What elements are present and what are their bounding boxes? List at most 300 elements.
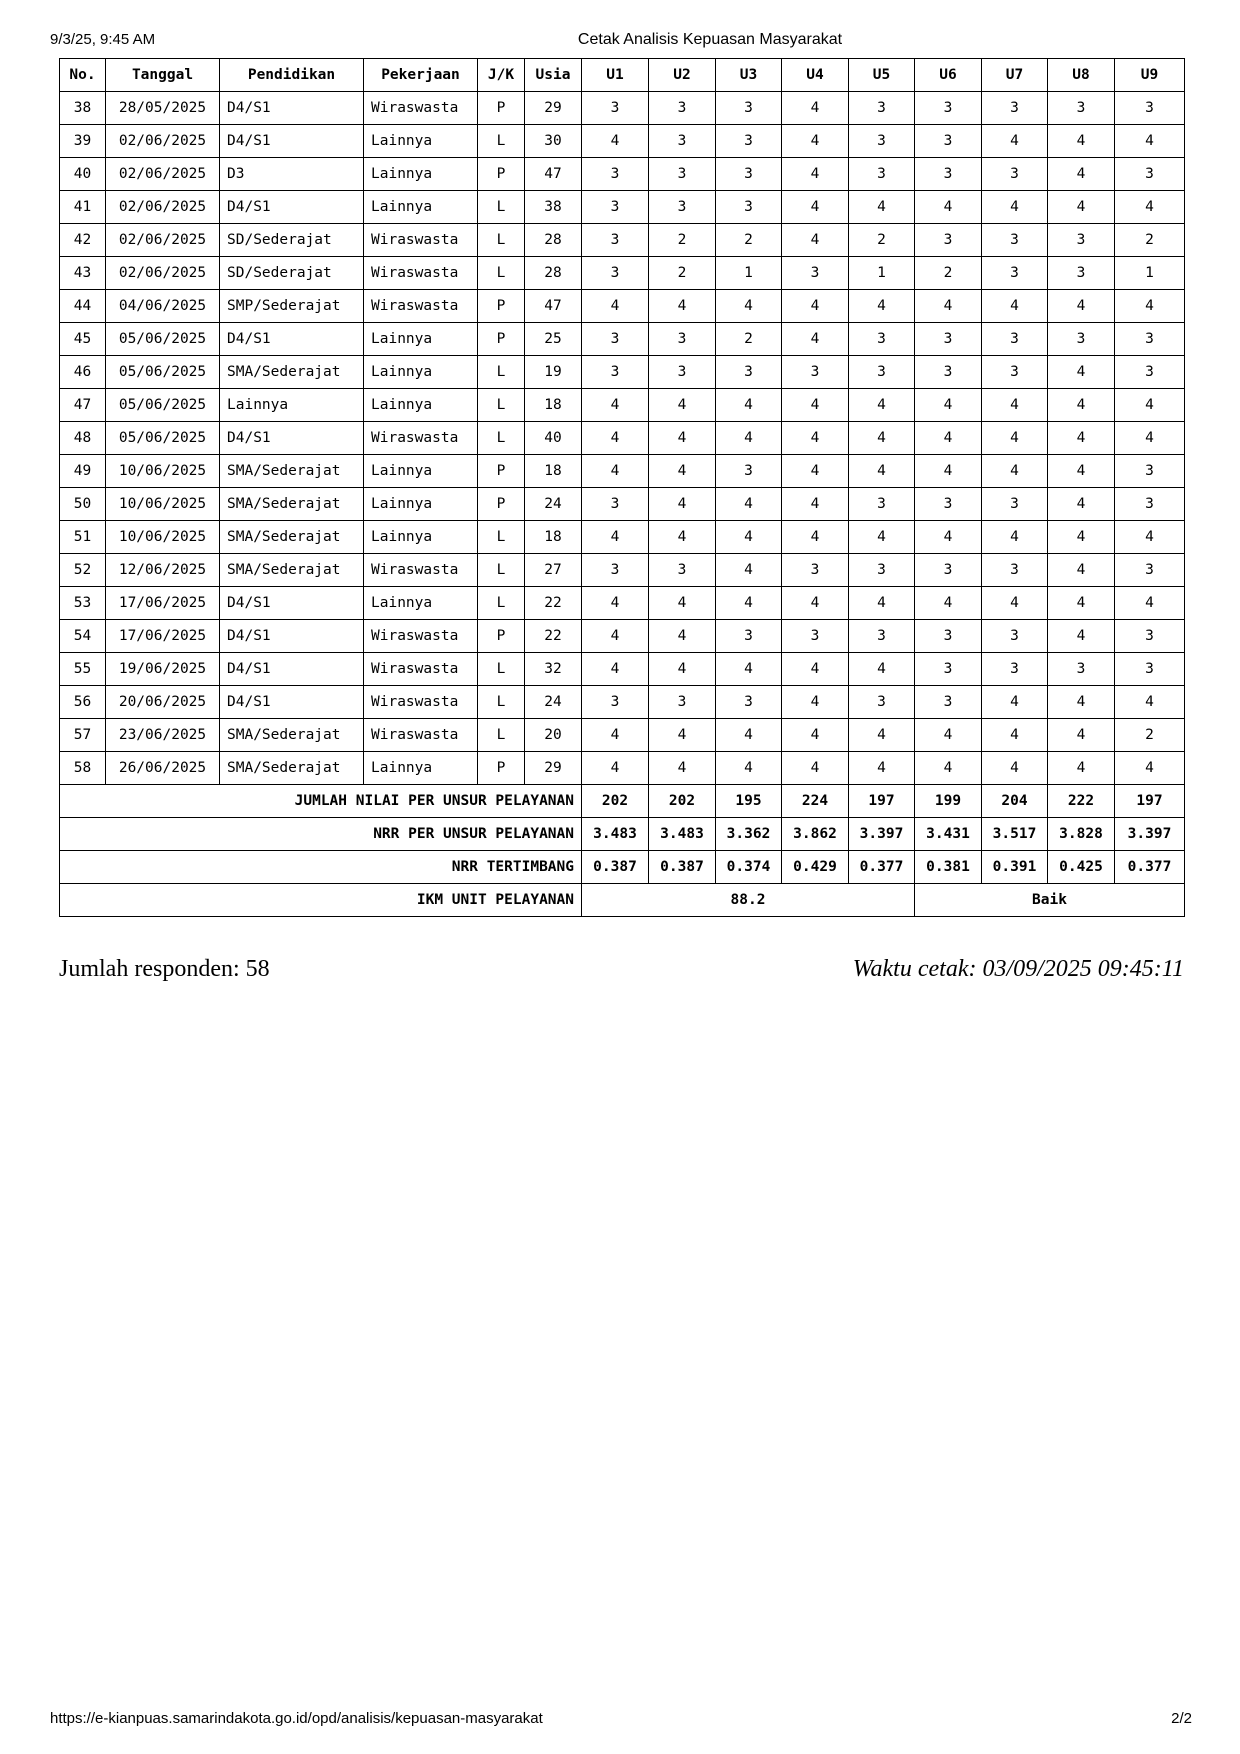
- table-cell: 55: [60, 653, 106, 686]
- table-cell: 3: [716, 455, 782, 488]
- column-header: U8: [1048, 59, 1115, 92]
- table-cell: Lainnya: [364, 323, 478, 356]
- summary-value: 3.397: [1115, 818, 1185, 851]
- table-cell: 25: [525, 323, 582, 356]
- table-cell: 3: [915, 224, 982, 257]
- table-cell: D4/S1: [220, 125, 364, 158]
- summary-value: 202: [582, 785, 649, 818]
- table-cell: 58: [60, 752, 106, 785]
- summary-body: [60, 785, 1185, 884]
- ikm-label: IKM UNIT PELAYANAN: [60, 884, 582, 917]
- table-cell: SMP/Sederajat: [220, 290, 364, 323]
- ikm-row: [60, 884, 1185, 917]
- table-cell: 45: [60, 323, 106, 356]
- table-cell: 4: [849, 521, 915, 554]
- table-cell: 4: [849, 389, 915, 422]
- table-cell: 2: [649, 224, 716, 257]
- table-cell: 4: [716, 290, 782, 323]
- table-cell: 3: [982, 620, 1048, 653]
- table-cell: 4: [915, 587, 982, 620]
- column-header: U6: [915, 59, 982, 92]
- table-cell: L: [478, 389, 525, 422]
- table-cell: 17/06/2025: [106, 587, 220, 620]
- table-body: [60, 92, 1185, 785]
- table-cell: 4: [849, 719, 915, 752]
- table-cell: P: [478, 323, 525, 356]
- table-cell: D4/S1: [220, 653, 364, 686]
- table-cell: 4: [782, 389, 849, 422]
- table-cell: Lainnya: [364, 125, 478, 158]
- table-cell: 05/06/2025: [106, 323, 220, 356]
- column-header: J/K: [478, 59, 525, 92]
- table-cell: 3: [1115, 158, 1185, 191]
- table-cell: 4: [582, 719, 649, 752]
- table-cell: Wiraswasta: [364, 257, 478, 290]
- table-cell: 3: [582, 92, 649, 125]
- table-cell: 05/06/2025: [106, 389, 220, 422]
- table-cell: 4: [582, 125, 649, 158]
- table-cell: 57: [60, 719, 106, 752]
- table-cell: 3: [1115, 488, 1185, 521]
- table-cell: 3: [982, 554, 1048, 587]
- table-cell: Wiraswasta: [364, 422, 478, 455]
- table-cell: P: [478, 620, 525, 653]
- table-cell: 02/06/2025: [106, 257, 220, 290]
- table-cell: 3: [982, 224, 1048, 257]
- summary-value: 3.362: [716, 818, 782, 851]
- table-cell: 3: [649, 92, 716, 125]
- table-cell: 3: [782, 257, 849, 290]
- table-cell: 4: [782, 323, 849, 356]
- table-cell: 4: [1048, 587, 1115, 620]
- column-header: U9: [1115, 59, 1185, 92]
- table-cell: 4: [782, 455, 849, 488]
- print-datetime: 9/3/25, 9:45 AM: [50, 31, 156, 48]
- table-cell: 4: [716, 554, 782, 587]
- column-header: Pekerjaan: [364, 59, 478, 92]
- table-cell: 4: [1115, 521, 1185, 554]
- table-cell: 4: [915, 455, 982, 488]
- table-cell: 4: [582, 455, 649, 488]
- table-cell: 3: [649, 686, 716, 719]
- table-cell: 3: [1115, 554, 1185, 587]
- table-cell: 3: [649, 356, 716, 389]
- table-cell: 4: [782, 224, 849, 257]
- table-cell: 54: [60, 620, 106, 653]
- table-cell: 2: [915, 257, 982, 290]
- table-cell: 4: [982, 686, 1048, 719]
- table-row: [60, 290, 1185, 323]
- table-cell: 17/06/2025: [106, 620, 220, 653]
- table-row: [60, 488, 1185, 521]
- table-cell: 4: [649, 719, 716, 752]
- table-cell: Lainnya: [364, 356, 478, 389]
- table-cell: 3: [582, 686, 649, 719]
- table-cell: 3: [582, 554, 649, 587]
- table-cell: Lainnya: [364, 521, 478, 554]
- table-cell: 4: [782, 686, 849, 719]
- table-cell: 4: [1048, 620, 1115, 653]
- table-cell: 4: [982, 191, 1048, 224]
- table-cell: 4: [649, 521, 716, 554]
- table-cell: 10/06/2025: [106, 455, 220, 488]
- table-cell: 41: [60, 191, 106, 224]
- table-cell: Wiraswasta: [364, 686, 478, 719]
- table-cell: 22: [525, 620, 582, 653]
- table-cell: 4: [982, 389, 1048, 422]
- table-cell: 4: [982, 752, 1048, 785]
- table-cell: 53: [60, 587, 106, 620]
- table-cell: 4: [782, 125, 849, 158]
- summary-label: NRR PER UNSUR PELAYANAN: [60, 818, 582, 851]
- column-header: U2: [649, 59, 716, 92]
- table-cell: Lainnya: [364, 587, 478, 620]
- table-cell: 47: [525, 290, 582, 323]
- table-cell: 28: [525, 224, 582, 257]
- table-cell: 4: [1048, 488, 1115, 521]
- table-cell: 4: [982, 587, 1048, 620]
- table-cell: 18: [525, 521, 582, 554]
- table-cell: 02/06/2025: [106, 191, 220, 224]
- table-cell: P: [478, 92, 525, 125]
- table-cell: Wiraswasta: [364, 224, 478, 257]
- table-cell: 52: [60, 554, 106, 587]
- table-cell: 2: [1115, 719, 1185, 752]
- table-cell: 4: [649, 290, 716, 323]
- table-cell: 4: [1115, 191, 1185, 224]
- table-cell: 4: [1048, 389, 1115, 422]
- table-row: [60, 455, 1185, 488]
- table-cell: 4: [582, 521, 649, 554]
- table-cell: 04/06/2025: [106, 290, 220, 323]
- summary-value: 0.374: [716, 851, 782, 884]
- table-cell: 2: [849, 224, 915, 257]
- table-cell: 46: [60, 356, 106, 389]
- table-cell: 30: [525, 125, 582, 158]
- table-cell: 3: [1048, 653, 1115, 686]
- table-cell: 4: [782, 290, 849, 323]
- table-cell: 4: [915, 290, 982, 323]
- table-cell: 4: [915, 752, 982, 785]
- table-cell: 4: [1048, 752, 1115, 785]
- table-cell: SMA/Sederajat: [220, 455, 364, 488]
- table-cell: 3: [582, 224, 649, 257]
- table-cell: 3: [915, 488, 982, 521]
- table-cell: 3: [915, 554, 982, 587]
- table-cell: 4: [849, 290, 915, 323]
- table-cell: Lainnya: [364, 752, 478, 785]
- table-cell: D4/S1: [220, 422, 364, 455]
- column-header: U7: [982, 59, 1048, 92]
- table-cell: 4: [1048, 554, 1115, 587]
- table-cell: 3: [982, 92, 1048, 125]
- summary-value: 0.381: [915, 851, 982, 884]
- table-cell: 2: [1115, 224, 1185, 257]
- table-cell: 4: [1048, 125, 1115, 158]
- table-cell: 4: [1048, 521, 1115, 554]
- table-cell: 4: [915, 191, 982, 224]
- table-cell: 3: [915, 323, 982, 356]
- summary-value: 0.425: [1048, 851, 1115, 884]
- table-cell: 3: [849, 92, 915, 125]
- table-cell: 3: [849, 323, 915, 356]
- table-cell: D4/S1: [220, 620, 364, 653]
- page-title: Cetak Analisis Kepuasan Masyarakat: [577, 31, 843, 48]
- table-cell: P: [478, 488, 525, 521]
- table-cell: 4: [649, 620, 716, 653]
- summary-value: 3.862: [782, 818, 849, 851]
- summary-value: 3.828: [1048, 818, 1115, 851]
- table-cell: 3: [649, 554, 716, 587]
- table-cell: 40: [525, 422, 582, 455]
- table-cell: 39: [60, 125, 106, 158]
- table-cell: 3: [782, 620, 849, 653]
- table-cell: 4: [782, 587, 849, 620]
- summary-value: 202: [649, 785, 716, 818]
- table-cell: L: [478, 719, 525, 752]
- summary-value: 0.387: [582, 851, 649, 884]
- table-cell: 19/06/2025: [106, 653, 220, 686]
- table-row: [60, 389, 1185, 422]
- summary-value: 3.483: [649, 818, 716, 851]
- table-cell: 4: [716, 422, 782, 455]
- table-cell: L: [478, 554, 525, 587]
- table-cell: 4: [782, 191, 849, 224]
- table-cell: 3: [649, 158, 716, 191]
- summary-value: 197: [1115, 785, 1185, 818]
- table-cell: 4: [915, 389, 982, 422]
- table-cell: 24: [525, 686, 582, 719]
- table-cell: 3: [915, 92, 982, 125]
- table-cell: 23/06/2025: [106, 719, 220, 752]
- table-cell: 4: [982, 455, 1048, 488]
- table-cell: L: [478, 521, 525, 554]
- page-number: 2/2: [1171, 1710, 1192, 1727]
- table-cell: L: [478, 653, 525, 686]
- table-cell: L: [478, 686, 525, 719]
- table-cell: L: [478, 224, 525, 257]
- table-cell: 3: [849, 356, 915, 389]
- table-cell: 3: [915, 686, 982, 719]
- column-header: U5: [849, 59, 915, 92]
- column-header: U4: [782, 59, 849, 92]
- table-cell: 3: [982, 653, 1048, 686]
- table-cell: 4: [782, 422, 849, 455]
- summary-value: 0.377: [1115, 851, 1185, 884]
- table-cell: 1: [1115, 257, 1185, 290]
- table-cell: Wiraswasta: [364, 620, 478, 653]
- column-header: U1: [582, 59, 649, 92]
- table-cell: Wiraswasta: [364, 554, 478, 587]
- summary-value: 0.387: [649, 851, 716, 884]
- table-cell: L: [478, 257, 525, 290]
- table-cell: 4: [1115, 389, 1185, 422]
- table-cell: 4: [982, 290, 1048, 323]
- table-cell: 3: [649, 323, 716, 356]
- table-cell: 4: [1048, 191, 1115, 224]
- column-header: U3: [716, 59, 782, 92]
- table-cell: Wiraswasta: [364, 719, 478, 752]
- table-cell: 38: [525, 191, 582, 224]
- table-cell: 4: [1048, 290, 1115, 323]
- table-cell: Wiraswasta: [364, 92, 478, 125]
- table-cell: 3: [716, 125, 782, 158]
- table-cell: 3: [582, 257, 649, 290]
- table-cell: 47: [525, 158, 582, 191]
- table-cell: 4: [716, 653, 782, 686]
- summary-value: 3.397: [849, 818, 915, 851]
- column-header: Tanggal: [106, 59, 220, 92]
- table-cell: 4: [716, 719, 782, 752]
- table-cell: D4/S1: [220, 323, 364, 356]
- table-cell: 4: [782, 488, 849, 521]
- table-cell: 3: [1115, 653, 1185, 686]
- table-row: [60, 92, 1185, 125]
- table-cell: D4/S1: [220, 686, 364, 719]
- table-cell: 18: [525, 389, 582, 422]
- table-cell: 1: [849, 257, 915, 290]
- table-cell: Wiraswasta: [364, 290, 478, 323]
- table-cell: 22: [525, 587, 582, 620]
- table-cell: 4: [782, 752, 849, 785]
- table-cell: 4: [1048, 356, 1115, 389]
- table-cell: 3: [782, 356, 849, 389]
- table-cell: 3: [849, 158, 915, 191]
- table-cell: 4: [1115, 686, 1185, 719]
- table-cell: 4: [716, 488, 782, 521]
- column-header: Pendidikan: [220, 59, 364, 92]
- table-cell: 28: [525, 257, 582, 290]
- table-cell: 4: [716, 587, 782, 620]
- table-cell: 4: [782, 92, 849, 125]
- table-cell: 3: [716, 92, 782, 125]
- table-cell: 3: [582, 323, 649, 356]
- table-cell: 4: [915, 521, 982, 554]
- summary-label: JUMLAH NILAI PER UNSUR PELAYANAN: [60, 785, 582, 818]
- table-row: [60, 587, 1185, 620]
- table-cell: 3: [1115, 455, 1185, 488]
- table-cell: 3: [1115, 356, 1185, 389]
- table-cell: 3: [716, 158, 782, 191]
- table-cell: Lainnya: [364, 455, 478, 488]
- table-cell: SMA/Sederajat: [220, 488, 364, 521]
- summary-row: [60, 785, 1185, 818]
- table-cell: SD/Sederajat: [220, 257, 364, 290]
- table-cell: 10/06/2025: [106, 521, 220, 554]
- table-cell: 3: [716, 191, 782, 224]
- table-cell: 3: [915, 356, 982, 389]
- table-cell: 2: [716, 323, 782, 356]
- table-cell: 4: [982, 125, 1048, 158]
- table-cell: L: [478, 422, 525, 455]
- table-cell: 26/06/2025: [106, 752, 220, 785]
- table-cell: D4/S1: [220, 92, 364, 125]
- table-cell: 4: [849, 752, 915, 785]
- table-cell: 4: [1115, 587, 1185, 620]
- table-row: [60, 719, 1185, 752]
- column-header: Usia: [525, 59, 582, 92]
- summary-value: 0.391: [982, 851, 1048, 884]
- table-cell: 50: [60, 488, 106, 521]
- table-cell: P: [478, 158, 525, 191]
- table-cell: D4/S1: [220, 587, 364, 620]
- table-cell: P: [478, 752, 525, 785]
- table-cell: SMA/Sederajat: [220, 521, 364, 554]
- table-cell: Lainnya: [364, 488, 478, 521]
- table-cell: 02/06/2025: [106, 125, 220, 158]
- table-cell: 4: [982, 719, 1048, 752]
- table-cell: 27: [525, 554, 582, 587]
- table-cell: 19: [525, 356, 582, 389]
- table-cell: SMA/Sederajat: [220, 752, 364, 785]
- table-cell: 42: [60, 224, 106, 257]
- table-cell: 3: [982, 356, 1048, 389]
- ikm-value: 88.2: [582, 884, 915, 917]
- table-cell: 3: [1048, 224, 1115, 257]
- summary-value: 3.517: [982, 818, 1048, 851]
- table-cell: 3: [982, 158, 1048, 191]
- table-cell: 4: [582, 653, 649, 686]
- table-cell: Wiraswasta: [364, 653, 478, 686]
- table-cell: 29: [525, 92, 582, 125]
- table-cell: D3: [220, 158, 364, 191]
- column-header: No.: [60, 59, 106, 92]
- table-cell: L: [478, 125, 525, 158]
- table-row: [60, 620, 1185, 653]
- table-cell: SMA/Sederajat: [220, 356, 364, 389]
- table-cell: 20: [525, 719, 582, 752]
- table-cell: 3: [649, 191, 716, 224]
- table-cell: 3: [582, 158, 649, 191]
- table-cell: 18: [525, 455, 582, 488]
- summary-row: [60, 851, 1185, 884]
- table-cell: 43: [60, 257, 106, 290]
- table-cell: 3: [1115, 620, 1185, 653]
- summary-value: 3.431: [915, 818, 982, 851]
- table-cell: 29: [525, 752, 582, 785]
- table-cell: 3: [849, 488, 915, 521]
- table-header-row: [60, 59, 1185, 92]
- summary-row: [60, 818, 1185, 851]
- table-cell: 4: [849, 455, 915, 488]
- table-cell: 4: [1115, 290, 1185, 323]
- table-cell: 10/06/2025: [106, 488, 220, 521]
- table-cell: 4: [849, 653, 915, 686]
- table-row: [60, 521, 1185, 554]
- table-cell: 3: [1115, 92, 1185, 125]
- summary-value: 224: [782, 785, 849, 818]
- table-row: [60, 224, 1185, 257]
- table-cell: 4: [582, 290, 649, 323]
- table-cell: 4: [649, 455, 716, 488]
- table-row: [60, 257, 1185, 290]
- table-cell: 40: [60, 158, 106, 191]
- table-cell: 4: [649, 389, 716, 422]
- table-cell: 3: [1048, 323, 1115, 356]
- table-cell: 3: [849, 686, 915, 719]
- table-cell: 4: [1048, 686, 1115, 719]
- table-row: [60, 158, 1185, 191]
- table-cell: 48: [60, 422, 106, 455]
- table-cell: 4: [716, 752, 782, 785]
- table-cell: 3: [915, 158, 982, 191]
- table-cell: 3: [915, 620, 982, 653]
- table-cell: 4: [582, 389, 649, 422]
- table-cell: 3: [716, 356, 782, 389]
- summary-label: NRR TERTIMBANG: [60, 851, 582, 884]
- table-cell: D4/S1: [220, 191, 364, 224]
- table-cell: 32: [525, 653, 582, 686]
